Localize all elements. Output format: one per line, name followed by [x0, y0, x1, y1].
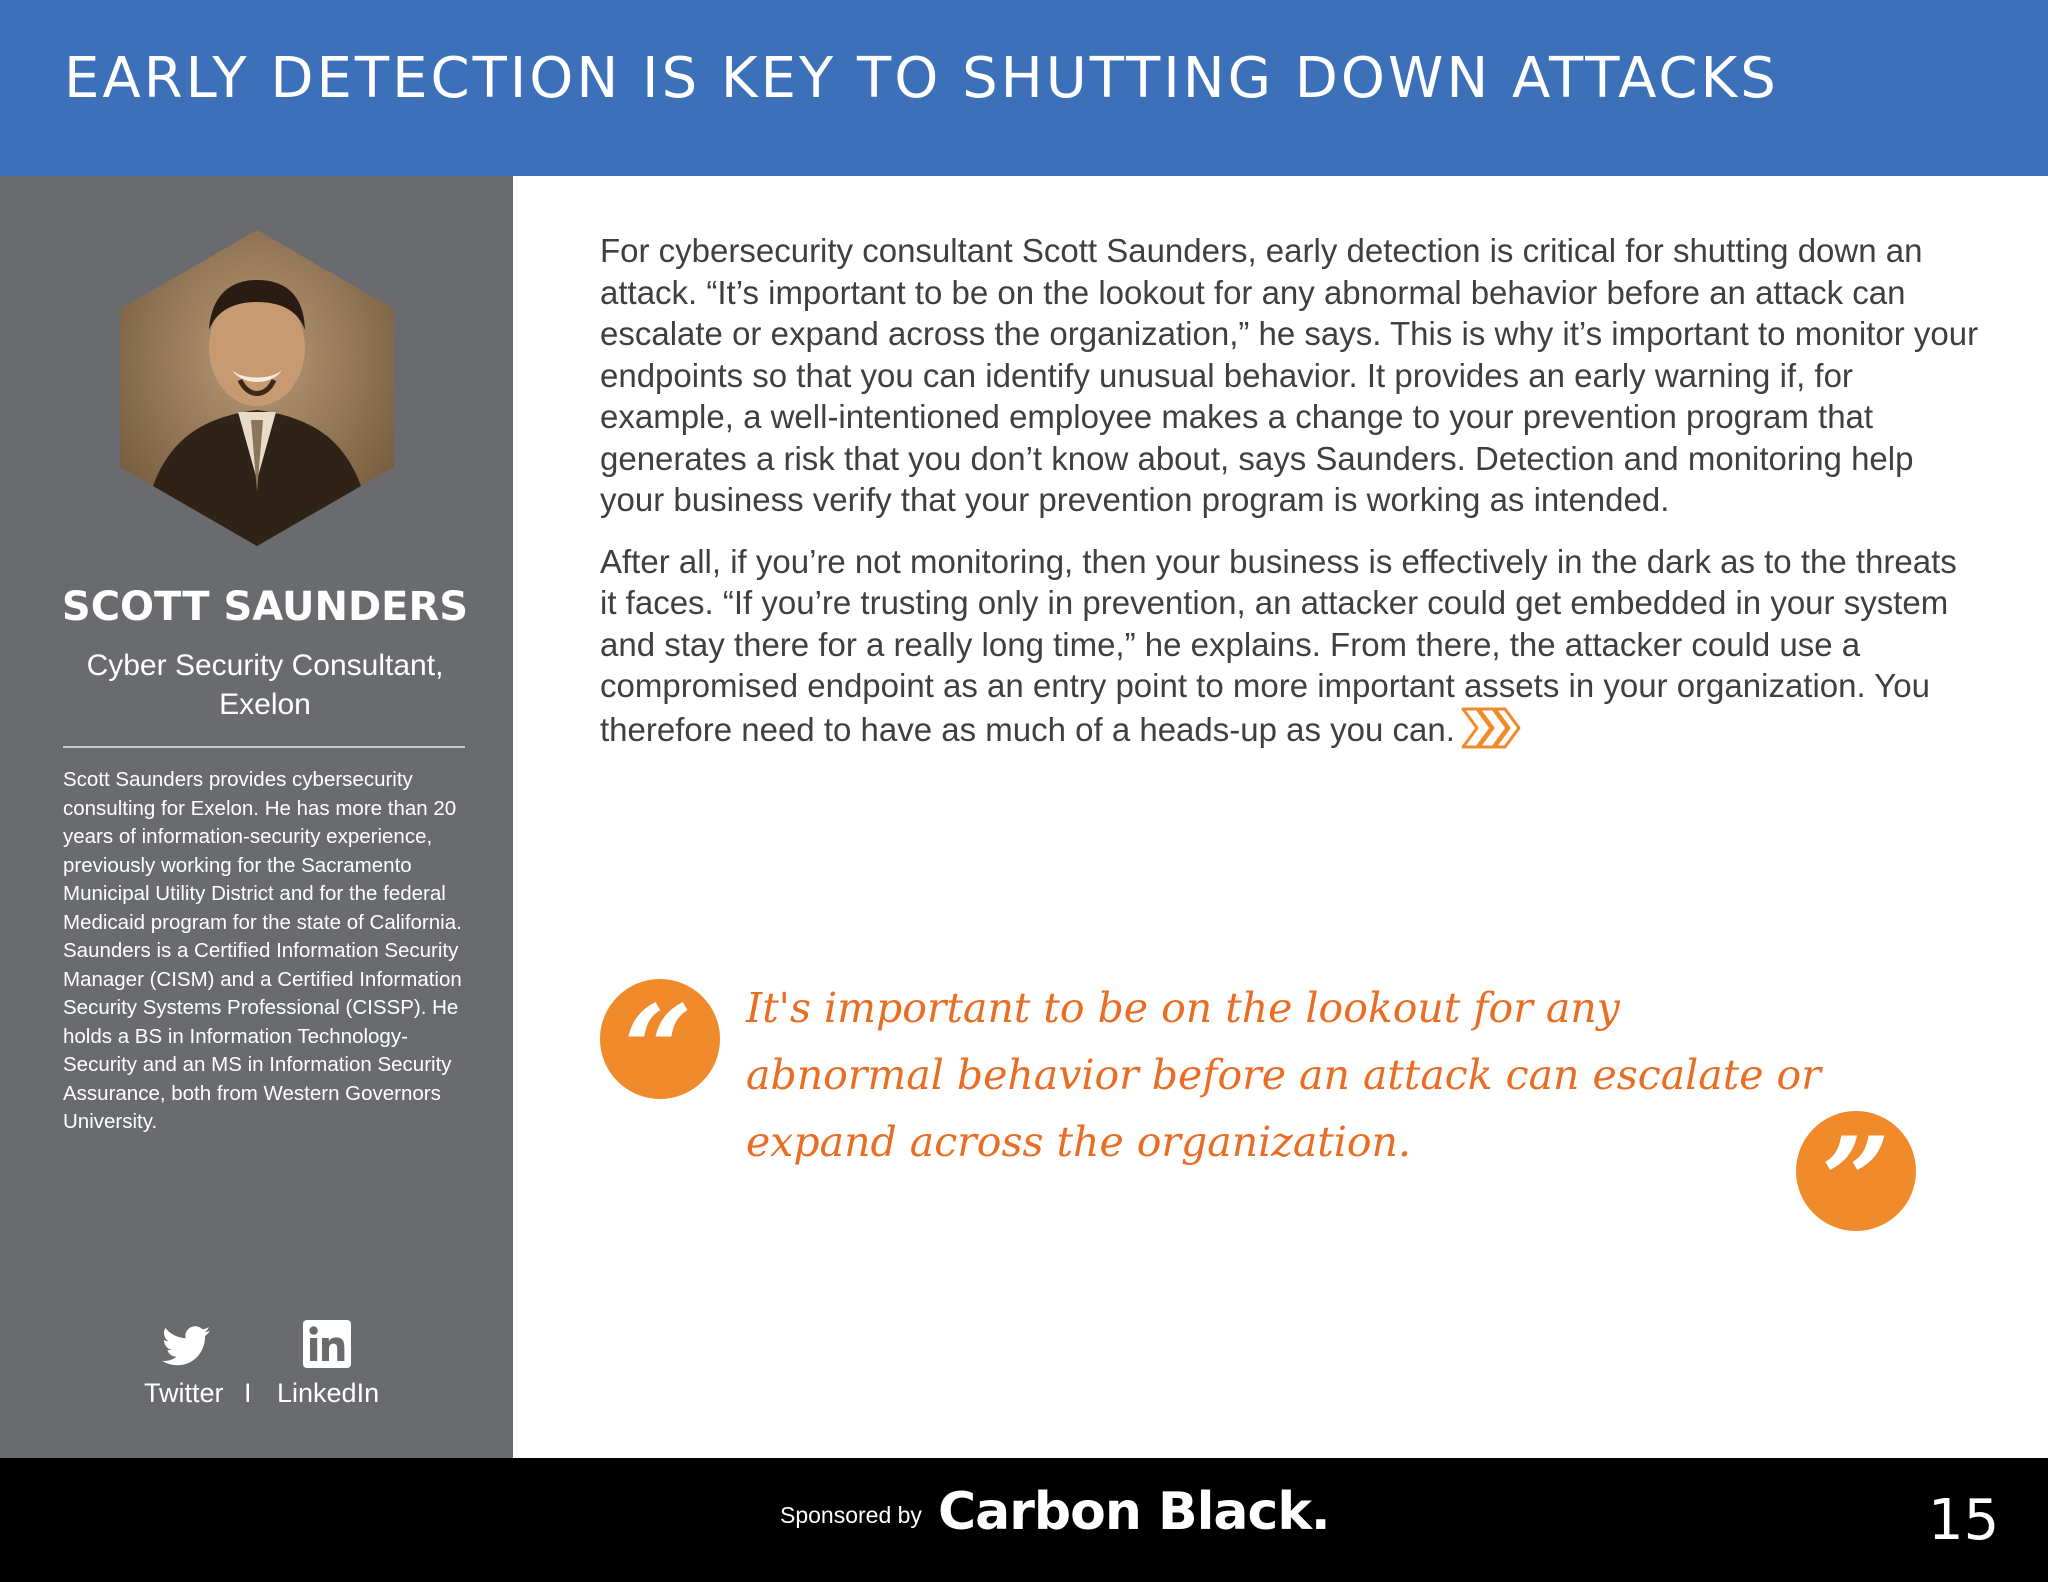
svg-text:“: “	[623, 979, 693, 1099]
paragraph-2-text: After all, if you’re not monitoring, then your business is effectively in the dark as to the threats it faces. “If you’re trusting only in prevention, an attacker could get embedded in your system and stay there for a really long time,” he explains. From there, the attacker could use a compromised endpoint as an entry point to more important assets in your organization. You therefore need to have as much of a heads-up as you can.	[600, 542, 1957, 748]
twitter-link[interactable]: Twitter	[144, 1378, 224, 1408]
page-header	[0, 0, 2048, 176]
profile-photo	[120, 230, 394, 546]
page-number: 15	[1928, 1488, 2000, 1553]
page-title: EARLY DETECTION IS KEY TO SHUTTING DOWN ATTACKS	[64, 46, 1779, 111]
social-links	[130, 1324, 420, 1424]
profile-sidebar	[0, 176, 513, 1458]
page-footer	[0, 1458, 2048, 1582]
link-separator: I	[244, 1378, 252, 1408]
sponsored-label: Sponsored by	[780, 1502, 922, 1528]
chevron-arrows-icon[interactable]	[1461, 707, 1523, 749]
person-bio: Scott Saunders provides cybersecurity consulting for Exelon. He has more than 20 years of information-security experience, previously working for the Sacramento Municipal Utility District and for the federal Medicaid program for the state of California. Saunders is a Certified Information Security Manager (CISM) and a Certified Information Security Systems Professional (CISSP). He holds a BS in Information Technology-Security and an MS in Information Security Assurance, both from Western Governors University.	[63, 768, 462, 1133]
linkedin-icon[interactable]	[303, 1320, 351, 1368]
person-role	[55, 646, 475, 724]
open-quote-icon	[600, 979, 720, 1099]
divider	[63, 746, 465, 748]
role-title: Cyber Security Consultant,	[86, 649, 444, 682]
paragraph-2	[600, 541, 1980, 751]
pull-quote-text: It's important to be on the lookout for any abnormal behavior before an attack can escalate or expand across the organization.	[746, 984, 1821, 1166]
twitter-bird-icon[interactable]	[162, 1324, 210, 1368]
close-quote-icon	[1796, 1111, 1916, 1231]
pull-quote	[600, 975, 1930, 1235]
svg-text:”: ”	[1821, 1111, 1891, 1231]
article-body	[600, 230, 1980, 770]
linkedin-link[interactable]: LinkedIn	[277, 1378, 380, 1408]
paragraph-1: For cybersecurity consultant Scott Saunders, early detection is critical for shutting down an attack. “It’s important to be on the lookout for any abnormal behavior before an attack can escalate or expand across the organization,” he says. This is why it’s important to monitor your endpoints so that you can identify unusual behavior. It provides an early warning if, for example, a well-intentioned employee makes a change to your prevention program that generates a risk that you don’t know about, says Saunders. Detection and monitoring help your business verify that your prevention program is working as intended.	[600, 232, 1979, 518]
sponsor-logo[interactable]: Carbon Black.	[938, 1482, 1330, 1542]
role-company: Exelon	[219, 688, 311, 721]
person-name: SCOTT SAUNDERS	[61, 584, 469, 630]
